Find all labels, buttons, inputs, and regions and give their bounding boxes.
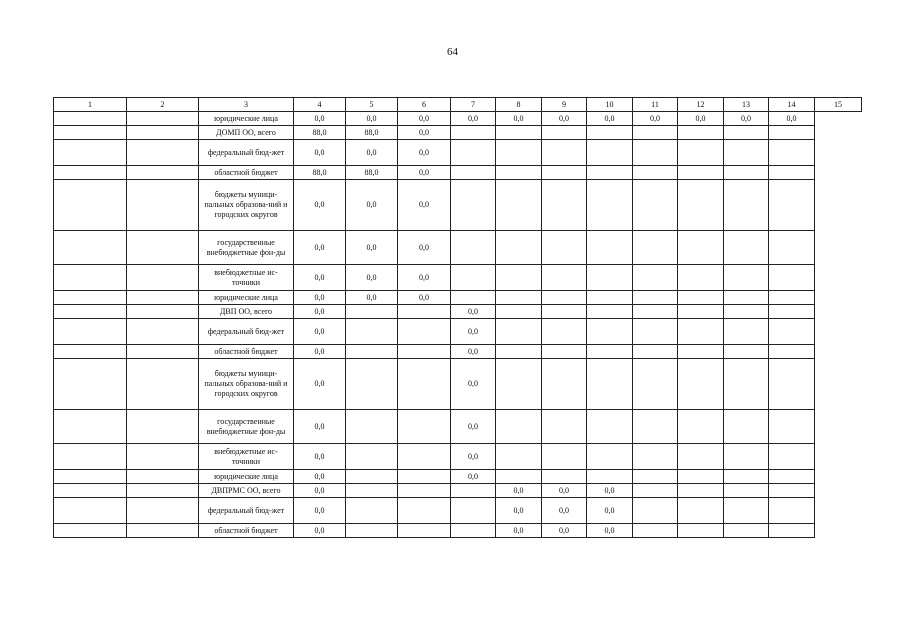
value-cell: 0,0 [294,470,346,484]
value-cell [346,498,398,524]
value-cell [398,319,451,345]
value-cell [678,291,724,305]
column-2-cell [127,470,199,484]
value-cell: 88,0 [346,126,398,140]
column-1-cell [54,345,127,359]
value-cell [346,484,398,498]
value-cell: 0,0 [496,498,542,524]
value-cell [678,470,724,484]
row-label: государственные внебюджетные фон-ды [199,231,294,265]
value-cell: 0,0 [398,126,451,140]
column-header: 13 [724,98,769,112]
value-cell: 0,0 [542,524,587,538]
value-cell: 0,0 [451,444,496,470]
value-cell [633,484,678,498]
column-1-cell [54,180,127,231]
value-cell: 0,0 [542,484,587,498]
column-header: 15 [815,98,862,112]
value-cell [769,345,815,359]
value-cell [678,305,724,319]
header-row [54,98,862,112]
column-header: 1 [54,98,127,112]
table-row [54,470,862,484]
column-1-cell [54,444,127,470]
value-cell [724,345,769,359]
column-1-cell [54,291,127,305]
column-1-cell [54,126,127,140]
row-label: юридические лица [199,291,294,305]
value-cell: 0,0 [451,345,496,359]
column-2-cell [127,345,199,359]
value-cell: 0,0 [398,291,451,305]
value-cell [451,291,496,305]
value-cell: 0,0 [496,484,542,498]
column-2-cell [127,410,199,444]
value-cell [724,305,769,319]
value-cell [398,524,451,538]
value-cell [496,444,542,470]
column-1-cell [54,140,127,166]
column-2-cell [127,166,199,180]
value-cell [542,305,587,319]
column-1-cell [54,410,127,444]
table-row [54,140,862,166]
column-header: 6 [398,98,451,112]
value-cell: 0,0 [294,345,346,359]
value-cell [398,410,451,444]
value-cell: 0,0 [294,359,346,410]
value-cell: 0,0 [294,484,346,498]
value-cell: 0,0 [451,359,496,410]
value-cell [678,444,724,470]
value-cell [587,444,633,470]
value-cell [496,345,542,359]
column-1-cell [54,470,127,484]
column-header: 9 [542,98,587,112]
value-cell: 0,0 [294,291,346,305]
value-cell [724,359,769,410]
value-cell: 0,0 [398,265,451,291]
value-cell [398,444,451,470]
value-cell [769,524,815,538]
value-cell [496,359,542,410]
value-cell [496,319,542,345]
row-label: ДВП ОО, всего [199,305,294,319]
column-1-cell [54,498,127,524]
row-label: федеральный бюд-жет [199,319,294,345]
value-cell [542,359,587,410]
value-cell: 0,0 [294,140,346,166]
column-1-cell [54,305,127,319]
value-cell: 0,0 [451,305,496,319]
value-cell [542,166,587,180]
value-cell [542,126,587,140]
value-cell [633,359,678,410]
value-cell: 0,0 [346,265,398,291]
value-cell: 0,0 [294,319,346,345]
value-cell [633,470,678,484]
value-cell [346,470,398,484]
value-cell [769,126,815,140]
value-cell [678,180,724,231]
column-2-cell [127,524,199,538]
column-2-cell [127,291,199,305]
row-label: государственные внебюджетные фон-ды [199,410,294,444]
value-cell: 0,0 [587,484,633,498]
value-cell [542,180,587,231]
table-row [54,345,862,359]
table-row [54,410,862,444]
row-label: федеральный бюд-жет [199,498,294,524]
value-cell: 0,0 [294,444,346,470]
value-cell [769,140,815,166]
row-label: областной бюджет [199,524,294,538]
value-cell [633,166,678,180]
value-cell [542,470,587,484]
column-2-cell [127,265,199,291]
table-row [54,265,862,291]
row-label: федеральный бюд-жет [199,140,294,166]
column-header: 3 [199,98,294,112]
budget-table [53,97,862,538]
value-cell: 0,0 [346,291,398,305]
row-label: областной бюджет [199,345,294,359]
value-cell [496,470,542,484]
value-cell [724,291,769,305]
value-cell: 0,0 [587,498,633,524]
column-2-cell [127,180,199,231]
value-cell [496,305,542,319]
column-2-cell [127,231,199,265]
value-cell [678,498,724,524]
value-cell [678,140,724,166]
value-cell: 0,0 [346,140,398,166]
value-cell [724,265,769,291]
value-cell: 0,0 [542,112,587,126]
value-cell [678,231,724,265]
value-cell [587,305,633,319]
value-cell: 0,0 [294,265,346,291]
value-cell [451,126,496,140]
row-label: бюджеты муници-пальных образова-ний и городских округов [199,180,294,231]
value-cell: 0,0 [633,112,678,126]
value-cell [769,470,815,484]
value-cell [451,498,496,524]
column-header: 7 [451,98,496,112]
value-cell [346,444,398,470]
value-cell: 0,0 [451,319,496,345]
value-cell [633,319,678,345]
value-cell [346,410,398,444]
value-cell: 0,0 [294,231,346,265]
column-2-cell [127,359,199,410]
value-cell [398,305,451,319]
value-cell [451,166,496,180]
value-cell: 0,0 [496,112,542,126]
value-cell [633,265,678,291]
column-1-cell [54,359,127,410]
value-cell [633,140,678,166]
column-header: 12 [678,98,724,112]
column-header: 11 [633,98,678,112]
table-row [54,291,862,305]
value-cell [724,524,769,538]
value-cell [633,524,678,538]
value-cell [724,140,769,166]
value-cell [633,231,678,265]
value-cell [724,410,769,444]
column-1-cell [54,524,127,538]
value-cell [398,470,451,484]
value-cell [769,359,815,410]
value-cell: 0,0 [542,498,587,524]
value-cell [496,180,542,231]
column-1-cell [54,231,127,265]
column-1-cell [54,265,127,291]
table-row [54,166,862,180]
value-cell [542,410,587,444]
value-cell: 0,0 [294,305,346,319]
column-2-cell [127,305,199,319]
value-cell [633,291,678,305]
value-cell [587,126,633,140]
column-header: 14 [769,98,815,112]
value-cell [633,180,678,231]
value-cell [678,524,724,538]
value-cell [542,231,587,265]
value-cell [769,180,815,231]
value-cell [678,359,724,410]
table-row [54,524,862,538]
value-cell: 0,0 [294,180,346,231]
value-cell [587,319,633,345]
value-cell [587,180,633,231]
table-row [54,126,862,140]
value-cell: 0,0 [451,112,496,126]
row-label: областной бюджет [199,166,294,180]
value-cell [398,345,451,359]
column-2-cell [127,126,199,140]
page-number: 64 [447,46,458,58]
value-cell: 88,0 [294,166,346,180]
column-header: 5 [346,98,398,112]
value-cell: 88,0 [346,166,398,180]
value-cell: 0,0 [398,231,451,265]
value-cell [587,410,633,444]
value-cell [451,140,496,166]
value-cell: 0,0 [496,524,542,538]
row-label: ДВПРМС ОО, всего [199,484,294,498]
column-2-cell [127,112,199,126]
value-cell [633,498,678,524]
row-label: юридические лица [199,470,294,484]
value-cell: 0,0 [451,410,496,444]
value-cell: 0,0 [724,112,769,126]
value-cell [398,498,451,524]
value-cell [496,291,542,305]
value-cell [451,180,496,231]
value-cell: 0,0 [769,112,815,126]
table-body [54,112,862,538]
row-label: внебюджетные ис-точники [199,444,294,470]
value-cell [678,166,724,180]
value-cell [346,319,398,345]
column-header: 10 [587,98,633,112]
table-row [54,112,862,126]
column-header: 2 [127,98,199,112]
table-row [54,444,862,470]
value-cell: 0,0 [294,498,346,524]
column-2-cell [127,140,199,166]
value-cell [542,265,587,291]
value-cell [451,484,496,498]
value-cell: 0,0 [398,140,451,166]
value-cell [587,470,633,484]
value-cell [496,126,542,140]
value-cell [587,291,633,305]
value-cell: 0,0 [587,524,633,538]
value-cell [346,305,398,319]
value-cell [769,231,815,265]
value-cell [587,345,633,359]
value-cell: 0,0 [398,180,451,231]
table-row [54,180,862,231]
value-cell [724,180,769,231]
value-cell [496,140,542,166]
value-cell [587,166,633,180]
table-row [54,498,862,524]
value-cell [769,265,815,291]
value-cell: 0,0 [346,112,398,126]
table-row [54,484,862,498]
value-cell [678,345,724,359]
value-cell: 0,0 [451,470,496,484]
column-2-cell [127,498,199,524]
row-label: бюджеты муници-пальных образова-ний и городских округов [199,359,294,410]
row-label: ДОМП ОО, всего [199,126,294,140]
value-cell [451,524,496,538]
value-cell [496,231,542,265]
value-cell [346,359,398,410]
value-cell: 0,0 [398,112,451,126]
value-cell [769,291,815,305]
row-label: внебюджетные ис-точники [199,265,294,291]
value-cell [587,359,633,410]
value-cell [496,410,542,444]
value-cell [769,498,815,524]
value-cell [678,265,724,291]
column-1-cell [54,319,127,345]
value-cell: 0,0 [294,410,346,444]
row-label: юридические лица [199,112,294,126]
value-cell [587,231,633,265]
value-cell [633,305,678,319]
value-cell [678,319,724,345]
value-cell [769,410,815,444]
value-cell [633,126,678,140]
table-row [54,359,862,410]
value-cell [346,524,398,538]
value-cell [542,319,587,345]
value-cell [724,444,769,470]
value-cell [769,319,815,345]
table-row [54,305,862,319]
value-cell: 0,0 [346,231,398,265]
value-cell [542,140,587,166]
value-cell [769,305,815,319]
value-cell [769,444,815,470]
value-cell: 0,0 [587,112,633,126]
table-row [54,319,862,345]
column-1-cell [54,484,127,498]
value-cell [633,410,678,444]
value-cell [724,319,769,345]
value-cell [587,140,633,166]
value-cell [724,126,769,140]
value-cell [633,345,678,359]
column-header: 4 [294,98,346,112]
column-1-cell [54,166,127,180]
value-cell [633,444,678,470]
value-cell [724,498,769,524]
value-cell [496,166,542,180]
value-cell [542,345,587,359]
value-cell [724,231,769,265]
value-cell [542,291,587,305]
table-row [54,231,862,265]
value-cell [724,470,769,484]
column-header: 8 [496,98,542,112]
column-2-cell [127,484,199,498]
value-cell: 0,0 [678,112,724,126]
value-cell: 0,0 [294,524,346,538]
value-cell [769,166,815,180]
value-cell [724,484,769,498]
value-cell [587,265,633,291]
value-cell [496,265,542,291]
value-cell [769,484,815,498]
value-cell [678,484,724,498]
column-1-cell [54,112,127,126]
value-cell [724,166,769,180]
value-cell [451,231,496,265]
value-cell [398,484,451,498]
value-cell: 88,0 [294,126,346,140]
value-cell: 0,0 [294,112,346,126]
value-cell [542,444,587,470]
column-2-cell [127,444,199,470]
value-cell [678,410,724,444]
value-cell: 0,0 [398,166,451,180]
value-cell [451,265,496,291]
value-cell [346,345,398,359]
column-2-cell [127,319,199,345]
value-cell [398,359,451,410]
value-cell [678,126,724,140]
value-cell: 0,0 [346,180,398,231]
